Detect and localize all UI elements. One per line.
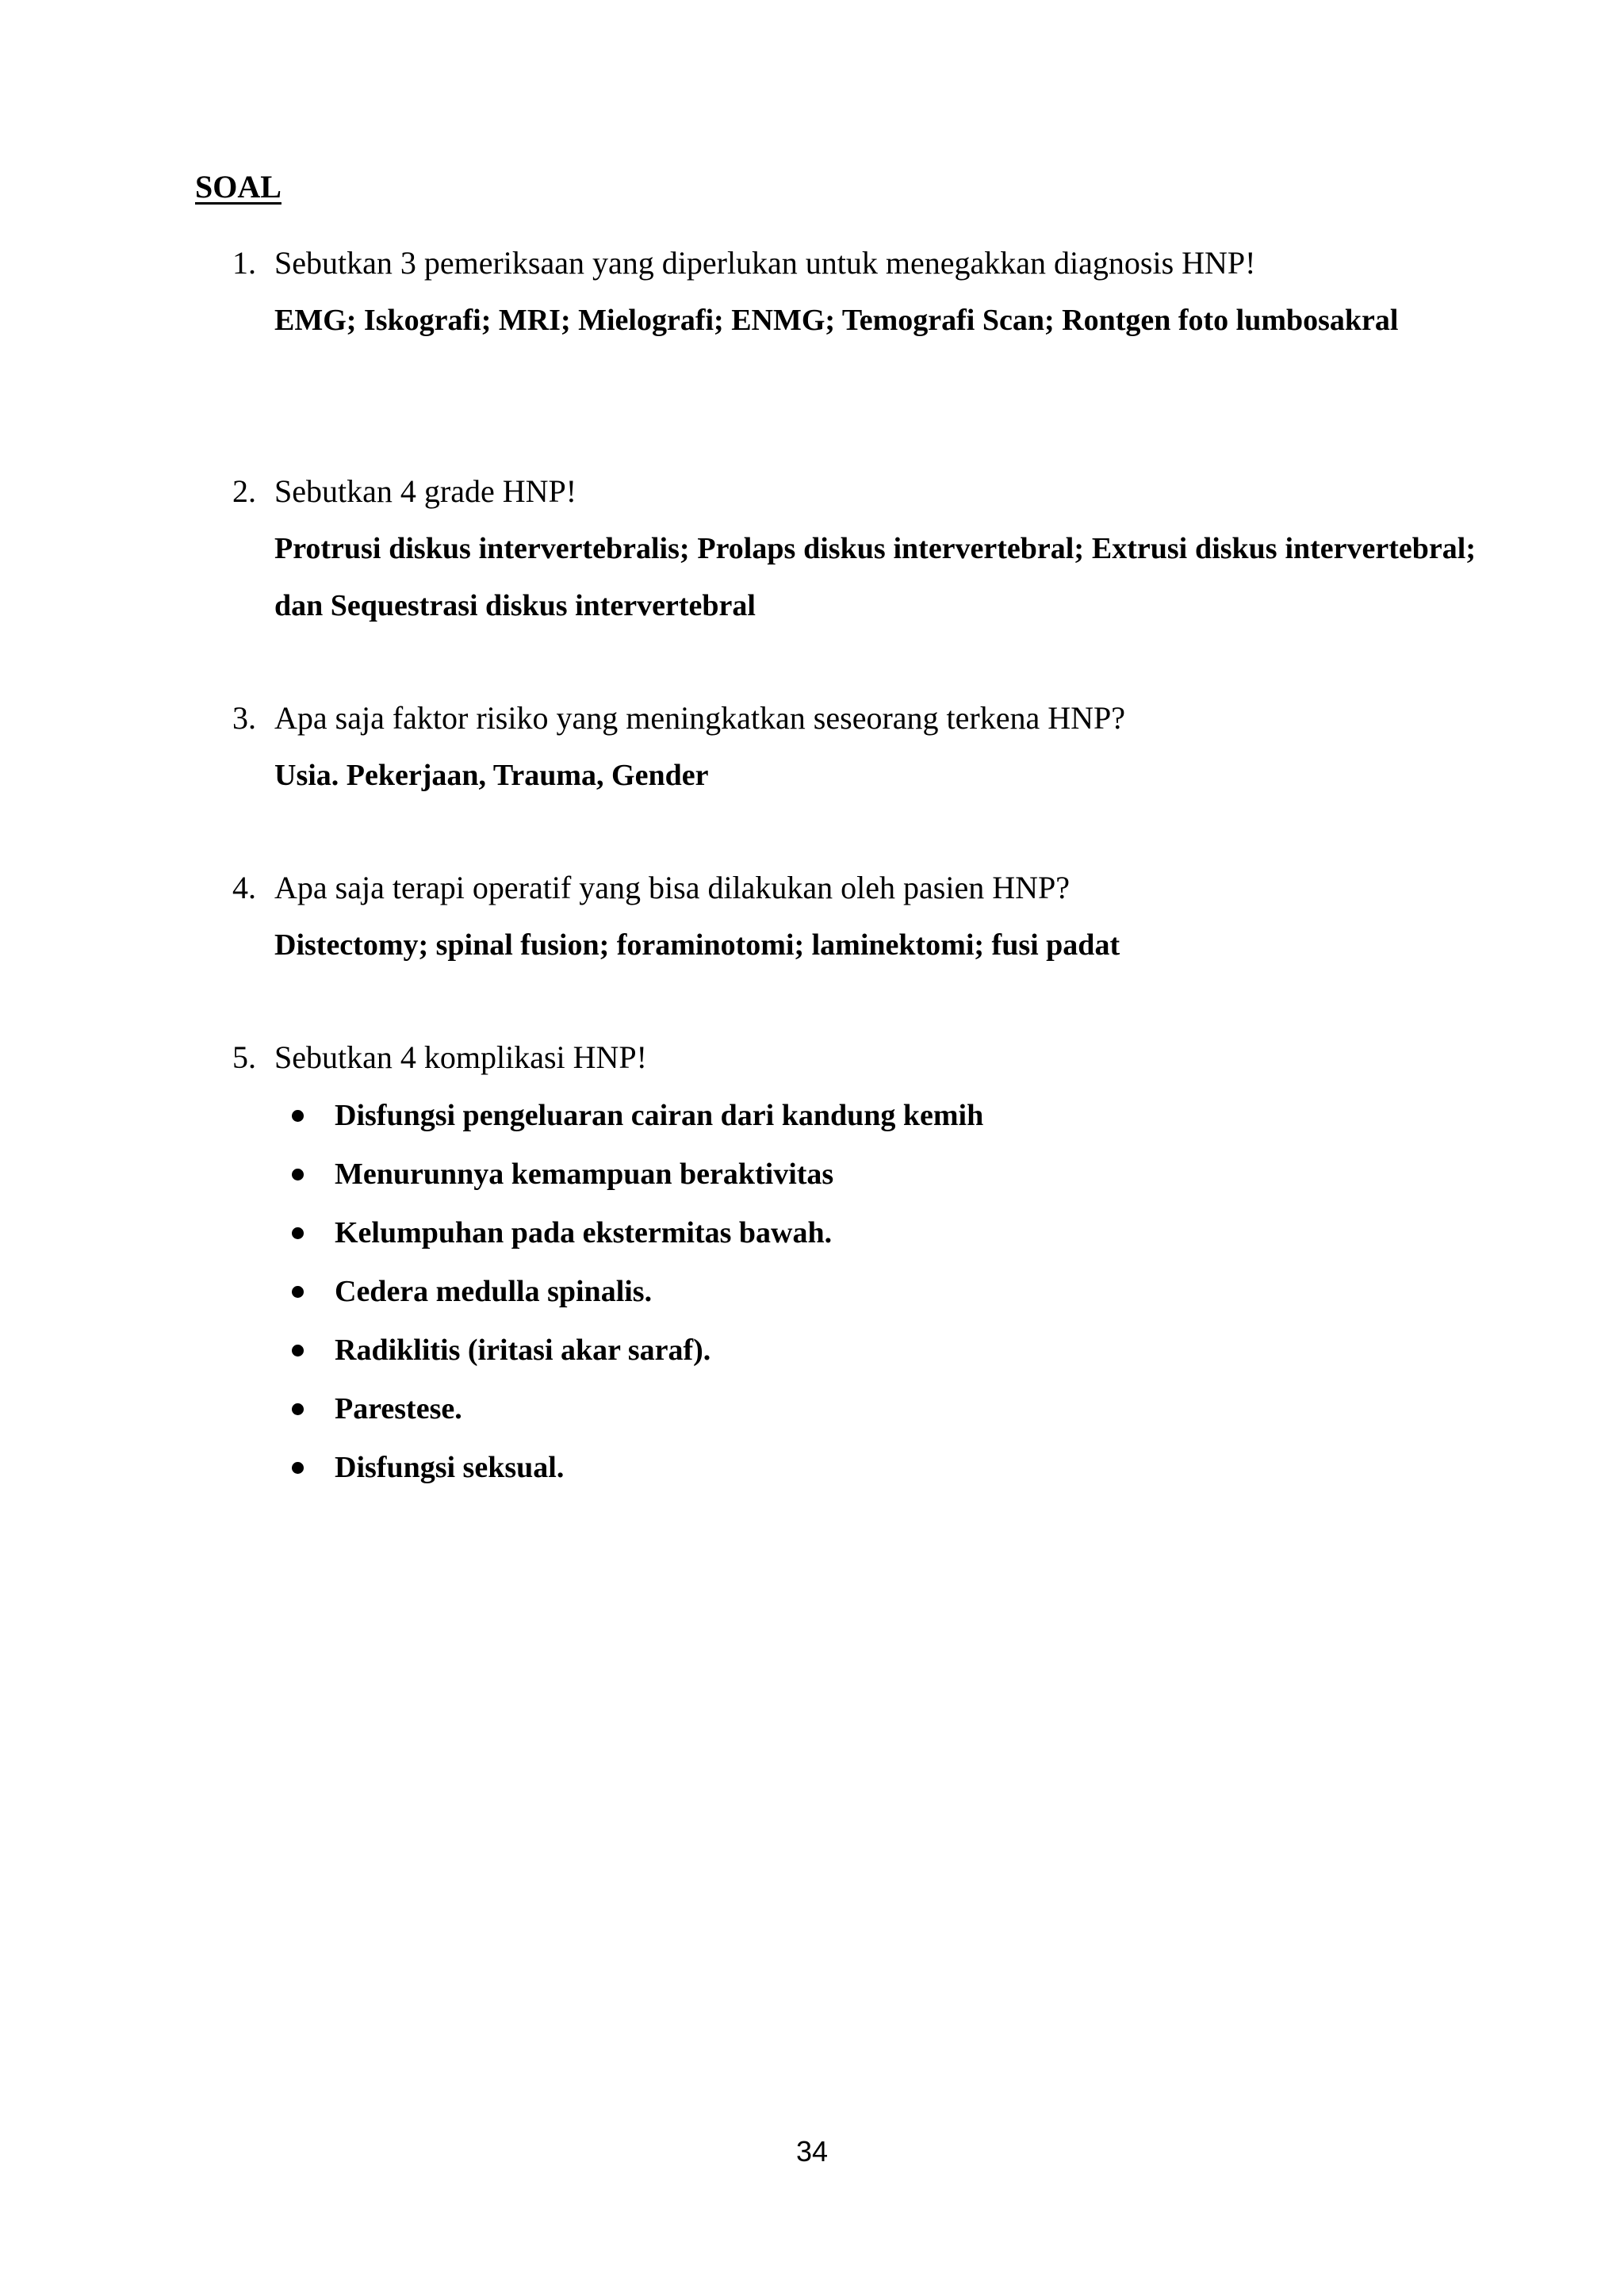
question-line (232, 463, 1476, 520)
list-item (274, 1086, 1476, 1145)
question-item-3 (232, 690, 1476, 804)
list-item (274, 1380, 1476, 1438)
question-line (232, 690, 1476, 747)
list-item (274, 1262, 1476, 1321)
question-text: Sebutkan 4 grade HNP! (274, 473, 577, 509)
list-item (274, 1438, 1476, 1497)
complication-list (274, 1086, 1476, 1497)
bullet-icon (274, 1203, 335, 1262)
list-item-text: Cedera medulla spinalis. (335, 1275, 653, 1308)
answer-text: Usia. Pekerjaan, Trauma, Gender (274, 759, 709, 792)
list-item (274, 1321, 1476, 1380)
bullet-icon (274, 1145, 335, 1203)
question-text: Apa saja terapi operatif yang bisa dilakukan oleh pasien HNP? (274, 870, 1071, 905)
bullet-icon (274, 1262, 335, 1321)
bullet-icon (274, 1438, 335, 1497)
bullet-icon (274, 1086, 335, 1145)
question-number: 1. (232, 245, 256, 281)
question-text: Apa saja faktor risiko yang meningkatkan seseorang terkena HNP? (274, 700, 1125, 736)
question-item-4 (232, 859, 1476, 974)
question-line (232, 235, 1476, 292)
answer-text: EMG; Iskografi; MRI; Mielografi; ENMG; Temografi Scan; Rontgen foto lumbosakral (274, 304, 1399, 337)
question-number: 5. (232, 1039, 256, 1075)
question-item-2 (232, 463, 1476, 634)
list-item-text: Kelumpuhan pada ekstermitas bawah. (335, 1216, 833, 1249)
question-text: Sebutkan 4 komplikasi HNP! (274, 1039, 647, 1075)
question-item-1 (232, 235, 1476, 349)
list-item (274, 1145, 1476, 1203)
question-text: Sebutkan 3 pemeriksaan yang diperlukan untuk menegakkan diagnosis HNP! (274, 245, 1256, 281)
question-item-5 (232, 1029, 1476, 1497)
page-number: 34 (795, 2135, 829, 2168)
list-item-text: Disfungsi pengeluaran cairan dari kandung kemih (335, 1099, 984, 1132)
bullet-icon (274, 1380, 335, 1438)
question-number: 2. (232, 473, 256, 509)
question-line (232, 859, 1476, 916)
list-item-text: Radiklitis (iritasi akar saraf). (335, 1334, 711, 1367)
question-number: 4. (232, 870, 256, 905)
list-item-text: Parestese. (335, 1392, 462, 1425)
answer-text: Protrusi diskus intervertebralis; Prolaps diskus intervertebral; Extrusi diskus intervertebral; dan Sequestrasi diskus intervertebral (274, 532, 1476, 622)
question-number: 3. (232, 700, 256, 736)
list-item-text: Menurunnya kemampuan beraktivitas (335, 1158, 834, 1191)
list-item (274, 1203, 1476, 1262)
list-item-text: Disfungsi seksual. (335, 1451, 565, 1484)
section-heading: SOAL (195, 169, 282, 205)
answer-text: Distectomy; spinal fusion; foraminotomi; laminektomi; fusi padat (274, 928, 1120, 962)
bullet-icon (274, 1321, 335, 1380)
question-line (232, 1029, 1476, 1086)
